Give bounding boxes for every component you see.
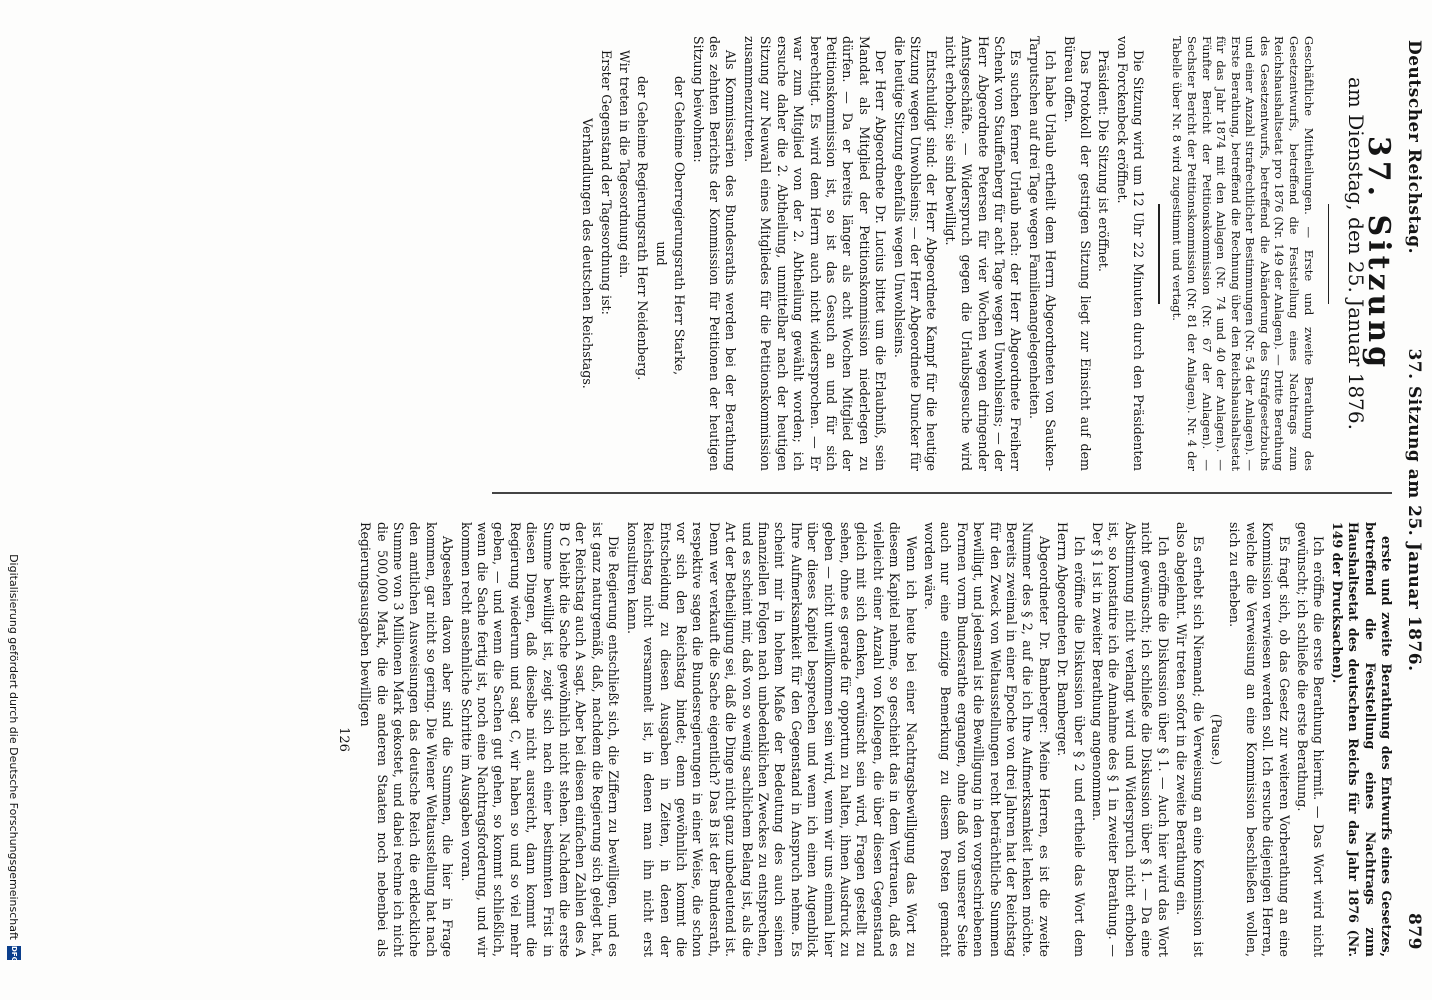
paragraph: Ich eröffne die Diskussion über § 1. — Auch hier wird das Wort nicht gewünscht; ich schließe die Diskussion über § 1. — Da eine Abstimmung nicht verlangt wird und Widerspruch nicht erhoben ist, so konstatire ich die Annahme des § 1 in zweiter Berathung. — Der § 1 ist in zweiter Berathung angenommen. — [1090, 522, 1171, 957]
divider-rule — [1328, 204, 1330, 304]
page-number-top: 879 — [1404, 913, 1424, 950]
paragraph: Ich eröffne die Diskussion über § 2 und ertheile das Wort dem Herrn Abgeordneten Dr. Bamberger. — [1055, 522, 1087, 957]
paragraph: Als Kommissarien des Bundesraths werden bei der Berathung des zehnten Berichts der Kommission für Petitionen der heutigen Sitzung beiwohnen: — [690, 36, 739, 471]
session-title: 37. Sitzung — [1361, 135, 1396, 372]
paragraph: Es suchen ferner Urlaub nach: der Herr Abgeordnete Freiherr Schenk von Stauffenberg für acht Tage wegen Unwohlseins; — der Herr Abgeordnete Petersen für vier Wochen wegen dringender Amtsgeschäfte. — Widerspruch gegen die Urlaubsgesuche wird nicht erhoben; sie sind bewilligt. — [942, 36, 1024, 471]
left-column — [577, 36, 1394, 471]
right-column — [332, 522, 1394, 957]
paragraph: Erster Gegenstand der Tagesordnung ist: — [598, 50, 614, 315]
paragraph: Das Protokoll der gestrigen Sitzung liegt zur Einsicht auf dem Büreau offen. — [1061, 36, 1094, 471]
paragraph: Es fragt sich, ob das Gesetz zur weiteren Vorberathung an eine Kommission verwiesen werden soll. Ich ersuche diejenigen Herren, welche die Verweisung an eine Kommission beschließen wollen, sich zu erheben. — [1227, 522, 1292, 957]
dfg-logo-icon: DFG — [7, 946, 21, 960]
session-date: am Dienstag, den 25. Januar 1876. — [1343, 77, 1368, 430]
paragraph: Wenn ich heute bei einer Nachtragsbewilligung das Wort zu diesem Kapitel nehme, so geschieht das in dem Vertrauen, daß es vielleicht einer Anzahl von Kollegen, die über diesen Gegenstand gleich mit sich denken, erwünscht sein wird, Fragen gestellt zu sehen, ohne es gerade für opportun zu halten, ihnen Ausdruck zu geben — nicht unwillkommen sein wird, wenn wir uns einmal hier über dieses Kapitel besprechen und wenn ich einen Augenblick Ihre Aufmerksamkeit für den Gegenstand in Anspruch nehme. Es scheint mir in hohem Maße der Bedeutung des auch seinen finanziellen Folgen nach unbedenklichen Zweckes zu entsprechen, und es scheint mir, daß von so wenig sachlichem Belang ist, als die Art der Betheiligung sei, daß die Dinge nicht ganz unbedeutend ist. Denn wer verkauft die Sache eigentlich? Das B ist der Bundesrath, respektive sagen die Bundesregierungen in einer Weise, die schon vor sich den Reichstag bindet; denn gewöhnlich kommt die Entscheidung zu diesen Ausgaben in Zeiten, in denen der Reichstag nicht versammelt ist, in denen man ihn nicht erst konsultiren kann. — [624, 522, 919, 957]
paragraph: Abgesehen davon aber sind die Summen, die hier in Frage kommen, gar nicht so gering. Die Wiener Weltausstellung hat nach den amtlichen Ausweisungen das deutsche Reich die erkleckliche Summe von 3 Millionen Mark gekostet, und dabei rechne ich nicht die 500,000 Mark, die die anderen Staaten noch nebenbei als Regierungsausgaben bewilligen — [358, 522, 456, 957]
agenda-summary: Geschäftliche Mittheilungen. — Erste und zweite Berathung des Gesetzentwurfs, betreffend die Feststellung eines Nachtrags zum Reichshaushaltsetat pro 1876 (Nr. 149 der Anlagen). — Dritte Berathung des Gesetzentwurfs, betreffend die Abänderung des Strafgesetzbuchs und einer Anzahl strafrechtlicher Bestimmungen (Nr. 54 der Anlagen). — Erste Berathung, betreffend die Rechnung über den Reichshaushaltsetat für das Jahr 1874 mit den Anlagen (Nr. 74 und 40 der Anlagen). — Fünfter Bericht der Petitionskommission (Nr. 67 der Anlagen). — Sechster Bericht der Petitionskommission (Nr. 81 der Anlagen). Nr. 4 der Tabelle über Nr. 8 wird zugestimmt und vertagt. — [1170, 36, 1316, 471]
running-header-left: Deutscher Reichstag. — [1404, 40, 1424, 255]
opening-paragraph: Die Sitzung wird um 12 Uhr 22 Minuten durch den Präsidenten von Forckenbeck eröffnet. — [1114, 36, 1147, 471]
paragraph: Abgeordneter Dr. Bamberger: Meine Herren, es ist die zweite Nummer des § 2, auf die ich Ihre Aufmerksamkeit lenken möchte. Bereits zweimal in einer Epoche von drei Jahren hat der Reichstag für den Zweck von Weltausstellungen recht beträchtliche Summen bewilligt, und jedesmal ist die Bewilligung in den vorgeschriebenen Formen vorm Bundesrathe ergangen, ohne daß von unserer Seite auch nur eine einzige Bemerkung zu diesem Posten gemacht worden wäre. — [922, 522, 1052, 957]
agenda-heading: erste und zweite Berathung des Entwurfs eines Gesetzes, betreffend die Feststellung eines Nachtrags zum Haushaltsetat des deutschen Reichs für das Jahr 1876 (Nr. 149 der Drucksachen). — [1329, 522, 1394, 957]
paragraph: (Pause.) — [1208, 713, 1224, 766]
paragraph: Ich habe Urlaub ertheilt dem Herrn Abgeordneten von Sauken-Tarputschen auf drei Tage wegen Familienangelegenheiten. — [1026, 36, 1059, 471]
paragraph: Präsident: Die Sitzung ist eröffnet. — [1096, 50, 1112, 272]
paragraph: Der Herr Abgeordnete Dr. Lucius bittet um die Erlaubniß, sein Mandat als Mitglied der Petitionskommission niederlegen zu dürfen. — Da er bereits länger als acht Wochen Mitglied der Petitionskommission ist, so ist das Gesuch an und für sich berechtigt. Es wird dem Herrn auch nicht widersprochen. — Er war zum Mitglied von der 2. Abtheilung gewählt worden; ich ersuche daher die 2. Abtheilung, unmittelbar nach der heutigen Sitzung zur Neuwahl eines Mitgliedes für die Petitionskommission zusammenzutreten. — [741, 36, 889, 471]
signature-number: 126 — [335, 727, 351, 752]
column-divider — [492, 492, 1392, 494]
paragraph: und — [653, 241, 669, 266]
paragraph: Wir treten in die Tagesordnung ein. — [617, 50, 633, 279]
paragraph: der Geheime Regierungsrath Herr Neidenberg. — [635, 76, 651, 381]
paragraph: Ich eröffne die erste Berathung hiermit. — Das Wort wird nicht gewünscht; ich schließe die erste Berathung. — [1294, 522, 1327, 957]
divider-rule — [1158, 204, 1160, 304]
page-footer-title: Verhandlungen des deutschen Reichstags. — [580, 118, 596, 389]
running-header-center: 37. Sitzung am 25. Januar 1876. — [1404, 348, 1424, 672]
paragraph: Entschuldigt sind: der Herr Abgeordnete Kampf für die heutige Sitzung wegen Unwohlseins; — der Herr Abgeordnete Duncker für die heutige Sitzung ebenfalls wegen Unwohlseins. — [891, 36, 940, 471]
paragraph: der Geheime Oberregierungsrath Herr Starke, — [672, 76, 688, 376]
paragraph: Die Regierung entschließt sich, die Ziffern zu bewilligen, und es ist ganz naturgemäß, daß, nachdem die Regierung sich gelegt hat, der Reichstag auch A sagt. Aber bei diesen einfachen Zahlen des A B C bleibt die Sache gewöhnlich nicht stehen. Nachdem die erste Summe bewilligt ist, zeigt sich nach einer bestimmten Frist in diesen Dingen, daß dieselbe nicht ausreicht, dann kommt die Regierung wiederum und sagt C, wir haben so und so viel mehr geben, — und wenn die Sachen gut gehen, so kommt schließlich, wenn die Sache fertig ist, noch eine Nachtragsforderung, und wir kommen recht ansehnliche Schritte im Ausgaben voran. — [458, 522, 622, 957]
digitization-credit — [0, 0, 28, 1000]
paragraph: Es erhebt sich Niemand; die Verweisung an eine Kommission ist also abgelehnt. Wir treten sofort in die zweite Berathung ein. — [1174, 522, 1206, 957]
credit-text: Digitalisierung gefördert durch die Deutsche Forschungsgemeinschaft — [7, 554, 21, 940]
